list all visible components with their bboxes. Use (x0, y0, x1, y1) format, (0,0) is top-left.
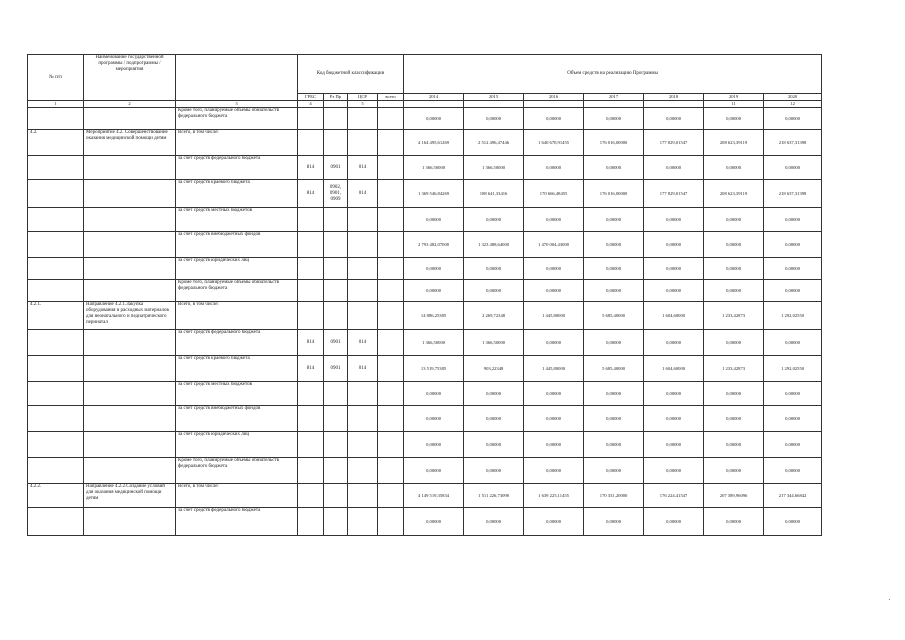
row-spacer (378, 258, 404, 280)
row-spacer (378, 208, 404, 232)
row-spacer (378, 356, 404, 382)
row-name: Мероприятие 4.2. Совершенствование оказания медицинской помощи детям (84, 130, 176, 156)
row-value-5: 0,00000 (704, 232, 764, 258)
row-name (84, 108, 176, 130)
row-value-0: 0,00000 (404, 208, 464, 232)
row-value-6: 218 637,31398 (764, 130, 822, 156)
row-spacer (378, 458, 404, 484)
row-grbs: 814 (298, 156, 324, 180)
header-sub-3: всего (378, 94, 404, 101)
row-value-2: 0,00000 (524, 258, 584, 280)
row-csr (348, 302, 378, 330)
row-value-6: 217 344,66842 (764, 484, 822, 508)
budget-table (27, 54, 822, 536)
row-value-2: 0,00000 (524, 108, 584, 130)
table-row (28, 180, 822, 208)
row-number (28, 280, 84, 302)
row-number (28, 432, 84, 458)
row-value-5: 208 623,39119 (704, 130, 764, 156)
row-value-5: 0,00000 (704, 108, 764, 130)
row-value-5: 0,00000 (704, 458, 764, 484)
row-value-5: 208 623,39119 (704, 180, 764, 208)
row-value-2: 1 445,80000 (524, 356, 584, 382)
row-rzpr (324, 208, 348, 232)
row-value-6: 0,00000 (764, 258, 822, 280)
row-spacer (378, 232, 404, 258)
table-body (28, 55, 822, 536)
row-rzpr (324, 382, 348, 406)
table-row (28, 258, 822, 280)
row-value-6: 1 292,02550 (764, 356, 822, 382)
row-name: Направление 4.2.2.Создание условий для оказания медицинской помощи детям (84, 484, 176, 508)
row-value-1: 0,00000 (464, 280, 524, 302)
row-value-3: 0,00000 (584, 156, 644, 180)
row-source: за счет средств федерального бюджета (176, 508, 298, 536)
row-spacer (378, 432, 404, 458)
row-value-5: 0,00000 (704, 208, 764, 232)
row-value-1: 2 512 496,47446 (464, 130, 524, 156)
row-grbs (298, 108, 324, 130)
row-rzpr (324, 432, 348, 458)
row-value-0: 1 369 546,84269 (404, 180, 464, 208)
row-value-4: 0,00000 (644, 108, 704, 130)
header-number-4 (324, 101, 348, 108)
row-value-6: 0,00000 (764, 108, 822, 130)
row-name (84, 156, 176, 180)
row-value-4: 0,00000 (644, 406, 704, 432)
row-source: Кроме того, планируемые объемы обязательств федерального бюджета (176, 280, 298, 302)
row-value-0: 0,00000 (404, 458, 464, 484)
row-source: за счет средств внебюджетных фондов (176, 406, 298, 432)
row-value-0: 13 519,75385 (404, 356, 464, 382)
row-rzpr (324, 280, 348, 302)
row-csr (348, 258, 378, 280)
row-value-1: 903,22348 (464, 356, 524, 382)
row-value-5: 0,00000 (704, 330, 764, 356)
row-value-4: 1 604,60000 (644, 302, 704, 330)
row-value-2: 1 640 670,91455 (524, 130, 584, 156)
row-value-1: 0,00000 (464, 108, 524, 130)
row-value-1: 0,00000 (464, 382, 524, 406)
row-value-3: 5 685,40000 (584, 302, 644, 330)
row-spacer (378, 180, 404, 208)
row-value-3: 0,00000 (584, 108, 644, 130)
row-value-4: 0,00000 (644, 232, 704, 258)
row-value-2: 1 470 004,43000 (524, 232, 584, 258)
header-number-7 (404, 101, 464, 108)
row-grbs (298, 382, 324, 406)
row-csr: 014 (348, 180, 378, 208)
row-grbs: 814 (298, 180, 324, 208)
row-grbs: 814 (298, 356, 324, 382)
row-value-1: 2 269,72348 (464, 302, 524, 330)
header-number-6 (378, 101, 404, 108)
row-value-4: 0,00000 (644, 330, 704, 356)
row-value-3: 5 685,40000 (584, 356, 644, 382)
row-value-4: 1 604,60000 (644, 356, 704, 382)
row-csr (348, 406, 378, 432)
row-csr (348, 484, 378, 508)
row-value-5: 1 233,42873 (704, 356, 764, 382)
row-number (28, 508, 84, 536)
row-value-5: 207 389,96096 (704, 484, 764, 508)
row-name (84, 356, 176, 382)
row-value-4: 0,00000 (644, 258, 704, 280)
row-source: Всего, в том числе: (176, 484, 298, 508)
row-value-2: 0,00000 (524, 382, 584, 406)
row-number: 4.2.1. (28, 302, 84, 330)
row-csr (348, 508, 378, 536)
row-source: Кроме того, планируемые объемы обязательств федерального бюджета (176, 458, 298, 484)
row-value-6: 1 292,02550 (764, 302, 822, 330)
row-value-3: 170 331,20000 (584, 484, 644, 508)
table-row (28, 232, 822, 258)
row-source: Всего, в том числе: (176, 130, 298, 156)
row-rzpr (324, 130, 348, 156)
table-row (28, 108, 822, 130)
row-value-4: 0,00000 (644, 432, 704, 458)
row-spacer (378, 508, 404, 536)
row-value-4: 0,00000 (644, 382, 704, 406)
row-number (28, 330, 84, 356)
row-value-0: 4 149 519,35834 (404, 484, 464, 508)
header-sub-5: 2015 (464, 94, 524, 101)
row-spacer (378, 382, 404, 406)
table-row (28, 156, 822, 180)
header-sub-8: 2018 (644, 94, 704, 101)
row-value-3: 0,00000 (584, 458, 644, 484)
table-row (28, 458, 822, 484)
row-value-6: 0,00000 (764, 232, 822, 258)
row-value-6: 0,00000 (764, 432, 822, 458)
row-value-1: 0,00000 (464, 406, 524, 432)
header-number-5: 5 (348, 101, 378, 108)
row-value-4: 177 829,01547 (644, 180, 704, 208)
header-sub-2: ЦСР (348, 94, 378, 101)
row-grbs (298, 232, 324, 258)
row-value-2: 0,00000 (524, 432, 584, 458)
row-csr (348, 108, 378, 130)
table-row (28, 208, 822, 232)
row-value-3: 176 016,00000 (584, 180, 644, 208)
row-value-0: 0,00000 (404, 432, 464, 458)
row-number (28, 458, 84, 484)
row-value-1: 0,00000 (464, 258, 524, 280)
row-name (84, 458, 176, 484)
row-name (84, 330, 176, 356)
row-value-4: 0,00000 (644, 156, 704, 180)
row-grbs (298, 432, 324, 458)
row-rzpr (324, 406, 348, 432)
header-number-13: 12 (764, 101, 822, 108)
row-rzpr (324, 232, 348, 258)
row-value-6: 0,00000 (764, 382, 822, 406)
row-grbs (298, 280, 324, 302)
row-value-4: 0,00000 (644, 208, 704, 232)
row-value-6: 0,00000 (764, 208, 822, 232)
row-grbs (298, 208, 324, 232)
row-source: за счет средств местных бюджетов (176, 382, 298, 406)
header-sub-6: 2016 (524, 94, 584, 101)
row-value-2: 1 639 225,11455 (524, 484, 584, 508)
table-row (28, 382, 822, 406)
row-value-2: 170 666,48455 (524, 180, 584, 208)
row-value-2: 0,00000 (524, 406, 584, 432)
row-value-0: 0,00000 (404, 108, 464, 130)
row-name (84, 180, 176, 208)
row-value-3: 0,00000 (584, 330, 644, 356)
row-value-3: 0,00000 (584, 406, 644, 432)
row-rzpr: 0901 (324, 156, 348, 180)
row-spacer (378, 130, 404, 156)
row-value-3: 0,00000 (584, 432, 644, 458)
row-source: за счет средств местных бюджетов (176, 208, 298, 232)
row-value-5: 0,00000 (704, 280, 764, 302)
row-rzpr (324, 258, 348, 280)
row-spacer (378, 108, 404, 130)
row-value-3: 0,00000 (584, 382, 644, 406)
row-value-1: 1 323 488,64000 (464, 232, 524, 258)
scan-speck (889, 599, 890, 600)
header-number-1: 2 (84, 101, 176, 108)
row-csr (348, 208, 378, 232)
row-grbs (298, 458, 324, 484)
row-value-6: 0,00000 (764, 406, 822, 432)
row-csr (348, 280, 378, 302)
row-rzpr: 0902, 0901, 0909 (324, 180, 348, 208)
row-name (84, 280, 176, 302)
row-value-5: 0,00000 (704, 508, 764, 536)
row-grbs (298, 484, 324, 508)
row-source: за счет средств краевого бюджета (176, 180, 298, 208)
row-number: 4.2.2. (28, 484, 84, 508)
row-spacer (378, 484, 404, 508)
row-source: за счет средств федерального бюджета (176, 330, 298, 356)
row-value-6: 218 637,31398 (764, 180, 822, 208)
row-value-0: 14 886,25385 (404, 302, 464, 330)
row-number (28, 356, 84, 382)
row-name (84, 382, 176, 406)
row-csr (348, 130, 378, 156)
row-value-4: 177 829,01547 (644, 130, 704, 156)
row-value-5: 0,00000 (704, 156, 764, 180)
header-row (28, 55, 822, 94)
row-csr (348, 232, 378, 258)
row-number (28, 108, 84, 130)
row-grbs: 814 (298, 330, 324, 356)
row-csr (348, 432, 378, 458)
row-spacer (378, 156, 404, 180)
row-value-2: 0,00000 (524, 156, 584, 180)
row-spacer (378, 330, 404, 356)
row-value-3: 0,00000 (584, 232, 644, 258)
row-value-1: 0,00000 (464, 458, 524, 484)
header-sub-0: ГРБС (298, 94, 324, 101)
header-sub-7: 2017 (584, 94, 644, 101)
row-value-1: 0,00000 (464, 508, 524, 536)
table-row (28, 484, 822, 508)
row-value-0: 1 366,50000 (404, 330, 464, 356)
row-value-0: 0,00000 (404, 406, 464, 432)
table-row (28, 130, 822, 156)
row-name (84, 258, 176, 280)
table-row (28, 406, 822, 432)
row-rzpr (324, 484, 348, 508)
row-value-6: 0,00000 (764, 458, 822, 484)
row-number (28, 258, 84, 280)
row-csr: 014 (348, 330, 378, 356)
row-grbs (298, 406, 324, 432)
header-sub-1: Рз Пр (324, 94, 348, 101)
row-name (84, 232, 176, 258)
row-spacer (378, 280, 404, 302)
table-row (28, 330, 822, 356)
row-rzpr: 0901 (324, 330, 348, 356)
row-value-0: 1 366,50000 (404, 156, 464, 180)
row-value-2: 0,00000 (524, 330, 584, 356)
header-number-11 (644, 101, 704, 108)
row-value-5: 0,00000 (704, 406, 764, 432)
row-value-3: 0,00000 (584, 208, 644, 232)
row-number (28, 180, 84, 208)
row-value-4: 176 224,41547 (644, 484, 704, 508)
row-value-0: 0,00000 (404, 508, 464, 536)
row-value-6: 0,00000 (764, 508, 822, 536)
row-value-1: 0,00000 (464, 432, 524, 458)
header-kbk: Код бюджетной классификации (298, 55, 404, 94)
row-value-6: 0,00000 (764, 156, 822, 180)
table-row (28, 508, 822, 536)
row-csr: 014 (348, 356, 378, 382)
row-grbs (298, 130, 324, 156)
row-spacer (378, 406, 404, 432)
row-source: за счет средств внебюджетных фондов (176, 232, 298, 258)
header-sub-9: 2019 (704, 94, 764, 101)
row-source: за счет средств юридических лиц (176, 258, 298, 280)
table-row (28, 280, 822, 302)
row-number (28, 406, 84, 432)
row-number (28, 208, 84, 232)
table-row (28, 432, 822, 458)
row-rzpr: 0901 (324, 356, 348, 382)
header-num: № п/п (28, 55, 84, 101)
row-value-4: 0,00000 (644, 280, 704, 302)
row-csr (348, 382, 378, 406)
row-value-0: 4 164 495,61269 (404, 130, 464, 156)
header-number-12: 11 (704, 101, 764, 108)
row-value-0: 0,00000 (404, 382, 464, 406)
header-number-8 (464, 101, 524, 108)
row-rzpr (324, 508, 348, 536)
row-number: 4.2. (28, 130, 84, 156)
row-value-4: 0,00000 (644, 508, 704, 536)
header-number-9 (524, 101, 584, 108)
row-source: за счет средств юридических лиц (176, 432, 298, 458)
row-source: за счет средств федерального бюджета (176, 156, 298, 180)
header-sub-10: 2020 (764, 94, 822, 101)
row-number (28, 232, 84, 258)
header-number-0: 1 (28, 101, 84, 108)
row-name (84, 208, 176, 232)
row-rzpr (324, 108, 348, 130)
row-value-3: 176 016,00000 (584, 130, 644, 156)
header-name: Наименование государственной программы / подпрограммы / мероприятия (84, 55, 176, 101)
row-name: Направление 4.2.1.Закупка оборудования и расходных материалов для неонатального и педиатрического перинатал (84, 302, 176, 330)
row-value-2: 0,00000 (524, 280, 584, 302)
row-rzpr (324, 302, 348, 330)
row-csr (348, 458, 378, 484)
row-number (28, 156, 84, 180)
row-value-5: 0,00000 (704, 258, 764, 280)
row-name (84, 508, 176, 536)
table-row (28, 302, 822, 330)
row-value-6: 0,00000 (764, 280, 822, 302)
row-grbs (298, 508, 324, 536)
row-name (84, 432, 176, 458)
header-number-3: 4 (298, 101, 324, 108)
row-number (28, 382, 84, 406)
row-value-2: 1 445,80000 (524, 302, 584, 330)
row-value-1: 188 641,33416 (464, 180, 524, 208)
row-value-0: 0,00000 (404, 280, 464, 302)
header-empty (176, 55, 298, 101)
row-value-6: 0,00000 (764, 330, 822, 356)
row-value-1: 0,00000 (464, 208, 524, 232)
row-value-2: 0,00000 (524, 508, 584, 536)
row-value-3: 0,00000 (584, 508, 644, 536)
header-sub-4: 2014 (404, 94, 464, 101)
row-spacer (378, 302, 404, 330)
row-value-4: 0,00000 (644, 458, 704, 484)
row-source: за счет средств краевого бюджета (176, 356, 298, 382)
row-value-0: 2 793 482,07000 (404, 232, 464, 258)
row-value-2: 0,00000 (524, 458, 584, 484)
row-value-1: 1 511 226,73098 (464, 484, 524, 508)
row-grbs (298, 302, 324, 330)
row-value-3: 0,00000 (584, 280, 644, 302)
row-csr: 014 (348, 156, 378, 180)
row-value-1: 1 366,50000 (464, 156, 524, 180)
row-value-5: 0,00000 (704, 432, 764, 458)
header-number-row (28, 101, 822, 108)
row-value-3: 0,00000 (584, 258, 644, 280)
row-source: Кроме того, планируемые объемы обязательств федерального бюджета (176, 108, 298, 130)
row-value-1: 1 366,50000 (464, 330, 524, 356)
table-row (28, 356, 822, 382)
header-volume: Объем средств на реализацию Программы (404, 55, 822, 94)
row-rzpr (324, 458, 348, 484)
row-value-0: 0,00000 (404, 258, 464, 280)
row-name (84, 406, 176, 432)
header-number-10 (584, 101, 644, 108)
row-value-2: 0,00000 (524, 208, 584, 232)
row-source: Всего, в том числе: (176, 302, 298, 330)
row-grbs (298, 258, 324, 280)
header-number-2: 3 (176, 101, 298, 108)
row-value-5: 1 233,42873 (704, 302, 764, 330)
row-value-5: 0,00000 (704, 382, 764, 406)
